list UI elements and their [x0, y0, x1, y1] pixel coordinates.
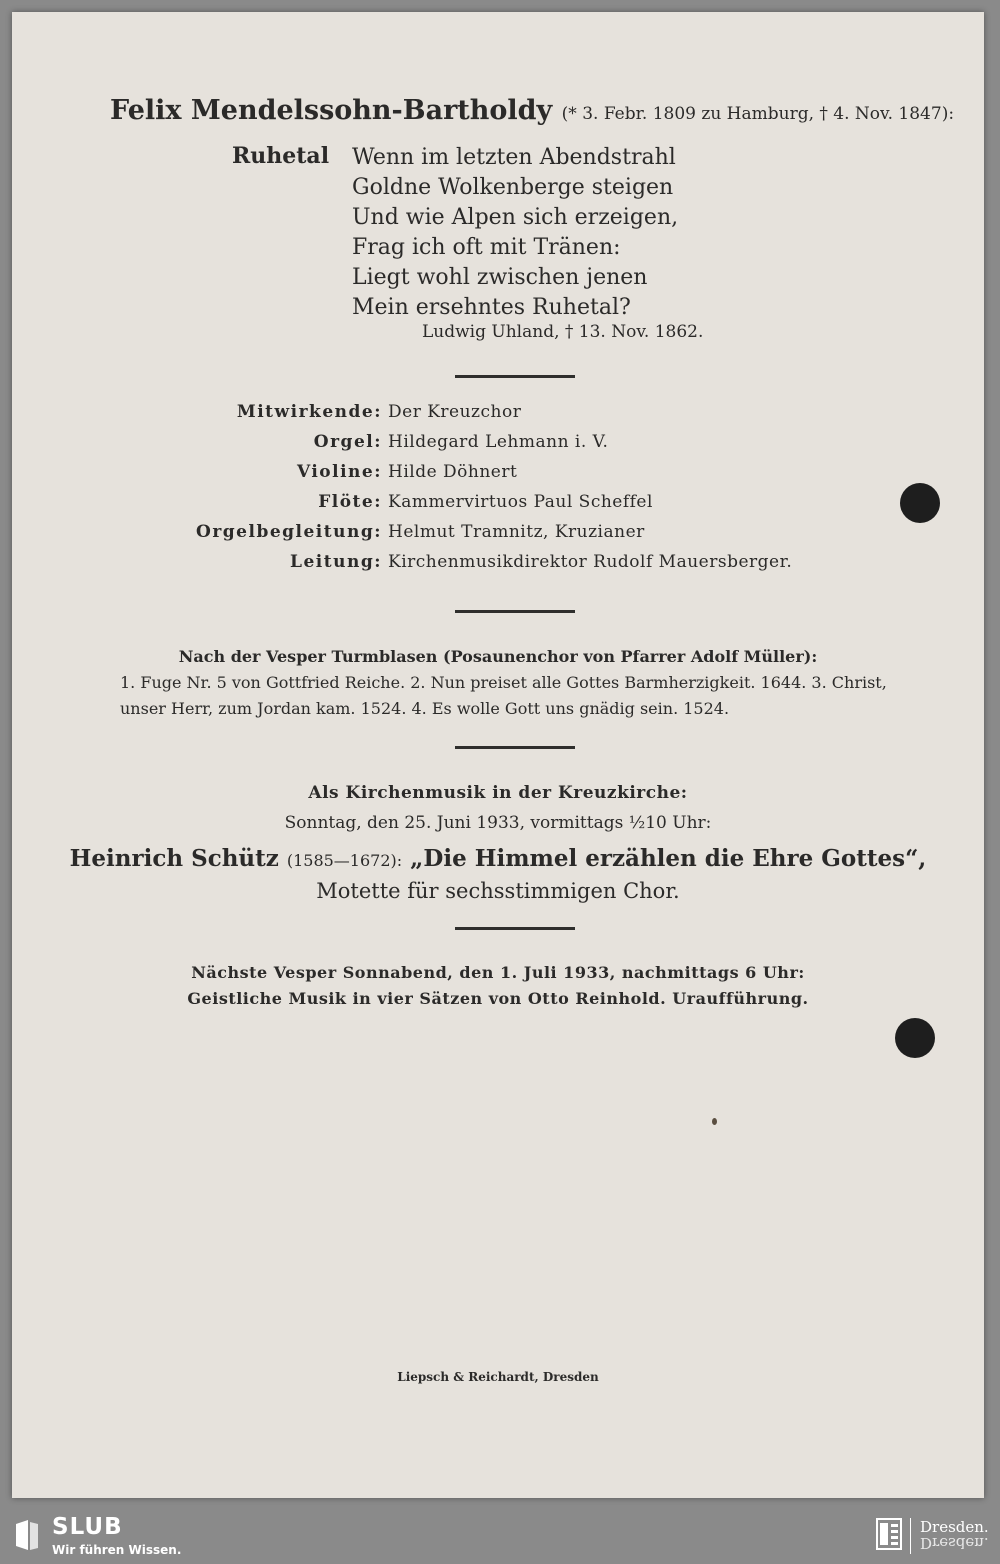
performer-role: Violine:: [296, 462, 382, 482]
footer-bar: [0, 1510, 1000, 1564]
performer-name: Kirchenmusikdirektor Rudolf Mauersberger.: [388, 552, 793, 572]
turmblasen-section: [12, 644, 984, 722]
performer-role: Mitwirkende:: [236, 402, 382, 422]
divider: [455, 927, 575, 930]
punch-hole: [895, 1018, 935, 1058]
performer-name: Hilde Döhnert: [388, 462, 518, 482]
poet-credit: Ludwig Uhland, † 13. Nov. 1862.: [422, 322, 704, 342]
next-vesper-date: Nächste Vesper Sonnabend, den 1. Juli 1933, nachmittags 6 Uhr:: [191, 963, 805, 982]
next-vesper-program: Geistliche Musik in vier Sätzen von Otto Reinhold. Uraufführung.: [187, 989, 809, 1008]
paper-spot: [712, 1118, 717, 1125]
dresden-logo: [920, 1518, 989, 1550]
performer-role: Leitung:: [290, 552, 382, 572]
kirchenmusik-title: „Die Himmel erzählen die Ehre Gottes“,: [410, 845, 927, 872]
kirchenmusik-motet: Motette für sechsstimmigen Chor.: [316, 879, 680, 903]
composer-life: (* 3. Febr. 1809 zu Hamburg, † 4. Nov. 1847):: [561, 104, 955, 124]
dresden-logo-text: Dresden.: [920, 1518, 989, 1536]
performer-name: Kammervirtuos Paul Scheffel: [388, 492, 653, 512]
kirchenmusik-heading: Als Kirchenmusik in der Kreuzkirche:: [308, 783, 688, 803]
performer-row: [150, 457, 850, 487]
turmblasen-program-line: 1. Fuge Nr. 5 von Gottfried Reiche. 2. Nun preiset alle Gottes Barmherzigkeit. 1644. 3. Christ,: [120, 673, 887, 692]
kirchenmusik-work: [12, 844, 984, 876]
poem: [352, 143, 678, 323]
poem-line: Frag ich oft mit Tränen:: [352, 235, 621, 260]
performer-name: Hildegard Lehmann i. V.: [388, 432, 609, 452]
piece-title: Ruhetal: [232, 143, 330, 169]
performer-row: [150, 547, 850, 577]
kirchenmusik-composer: Heinrich Schütz: [69, 845, 279, 872]
printer-imprint: Liepsch & Reichardt, Dresden: [397, 1370, 599, 1384]
kirchenmusik-section: [12, 778, 984, 906]
punch-hole: [900, 483, 940, 523]
divider: [455, 610, 575, 613]
turmblasen-heading: Nach der Vesper Turmblasen (Posaunenchor von Pfarrer Adolf Müller):: [178, 647, 818, 666]
performer-row: [150, 487, 850, 517]
slub-logo-icon: [14, 1518, 40, 1552]
poem-line: Wenn im letzten Abendstrahl: [352, 145, 676, 170]
kirchenmusik-dates: (1585—1672):: [286, 851, 403, 870]
performer-name: Der Kreuzchor: [388, 402, 522, 422]
composer-name: Felix Mendelssohn-Bartholdy: [110, 95, 553, 126]
performers-list: [150, 397, 850, 577]
poem-line: Liegt wohl zwischen jenen: [352, 265, 648, 290]
composer-heading: [110, 95, 954, 126]
performer-role: Orgelbegleitung:: [196, 522, 382, 542]
performer-role: Flöte:: [318, 492, 382, 512]
performer-role: Orgel:: [313, 432, 382, 452]
slub-name: SLUB: [52, 1514, 123, 1540]
poem-line: Mein ersehntes Ruhetal?: [352, 295, 631, 320]
divider: [455, 746, 575, 749]
poem-line: Goldne Wolkenberge steigen: [352, 175, 674, 200]
poem-line: Und wie Alpen sich erzeigen,: [352, 205, 679, 230]
dresden-logo-reflection: Dresden.: [920, 1534, 989, 1552]
divider: [455, 375, 575, 378]
slub-tagline: Wir führen Wissen.: [52, 1543, 182, 1557]
performer-row: [150, 397, 850, 427]
performer-name: Helmut Tramnitz, Kruzianer: [388, 522, 645, 542]
dresden-coat-of-arms-icon: [876, 1518, 902, 1550]
turmblasen-program-line: unser Herr, zum Jordan kam. 1524. 4. Es wolle Gott uns gnädig sein. 1524.: [120, 699, 730, 718]
performer-row: [150, 517, 850, 547]
performer-row: [150, 427, 850, 457]
kirchenmusik-date: Sonntag, den 25. Juni 1933, vormittags ½10 Uhr:: [284, 813, 712, 833]
footer-separator: [910, 1518, 911, 1554]
next-vesper-section: [12, 960, 984, 1012]
